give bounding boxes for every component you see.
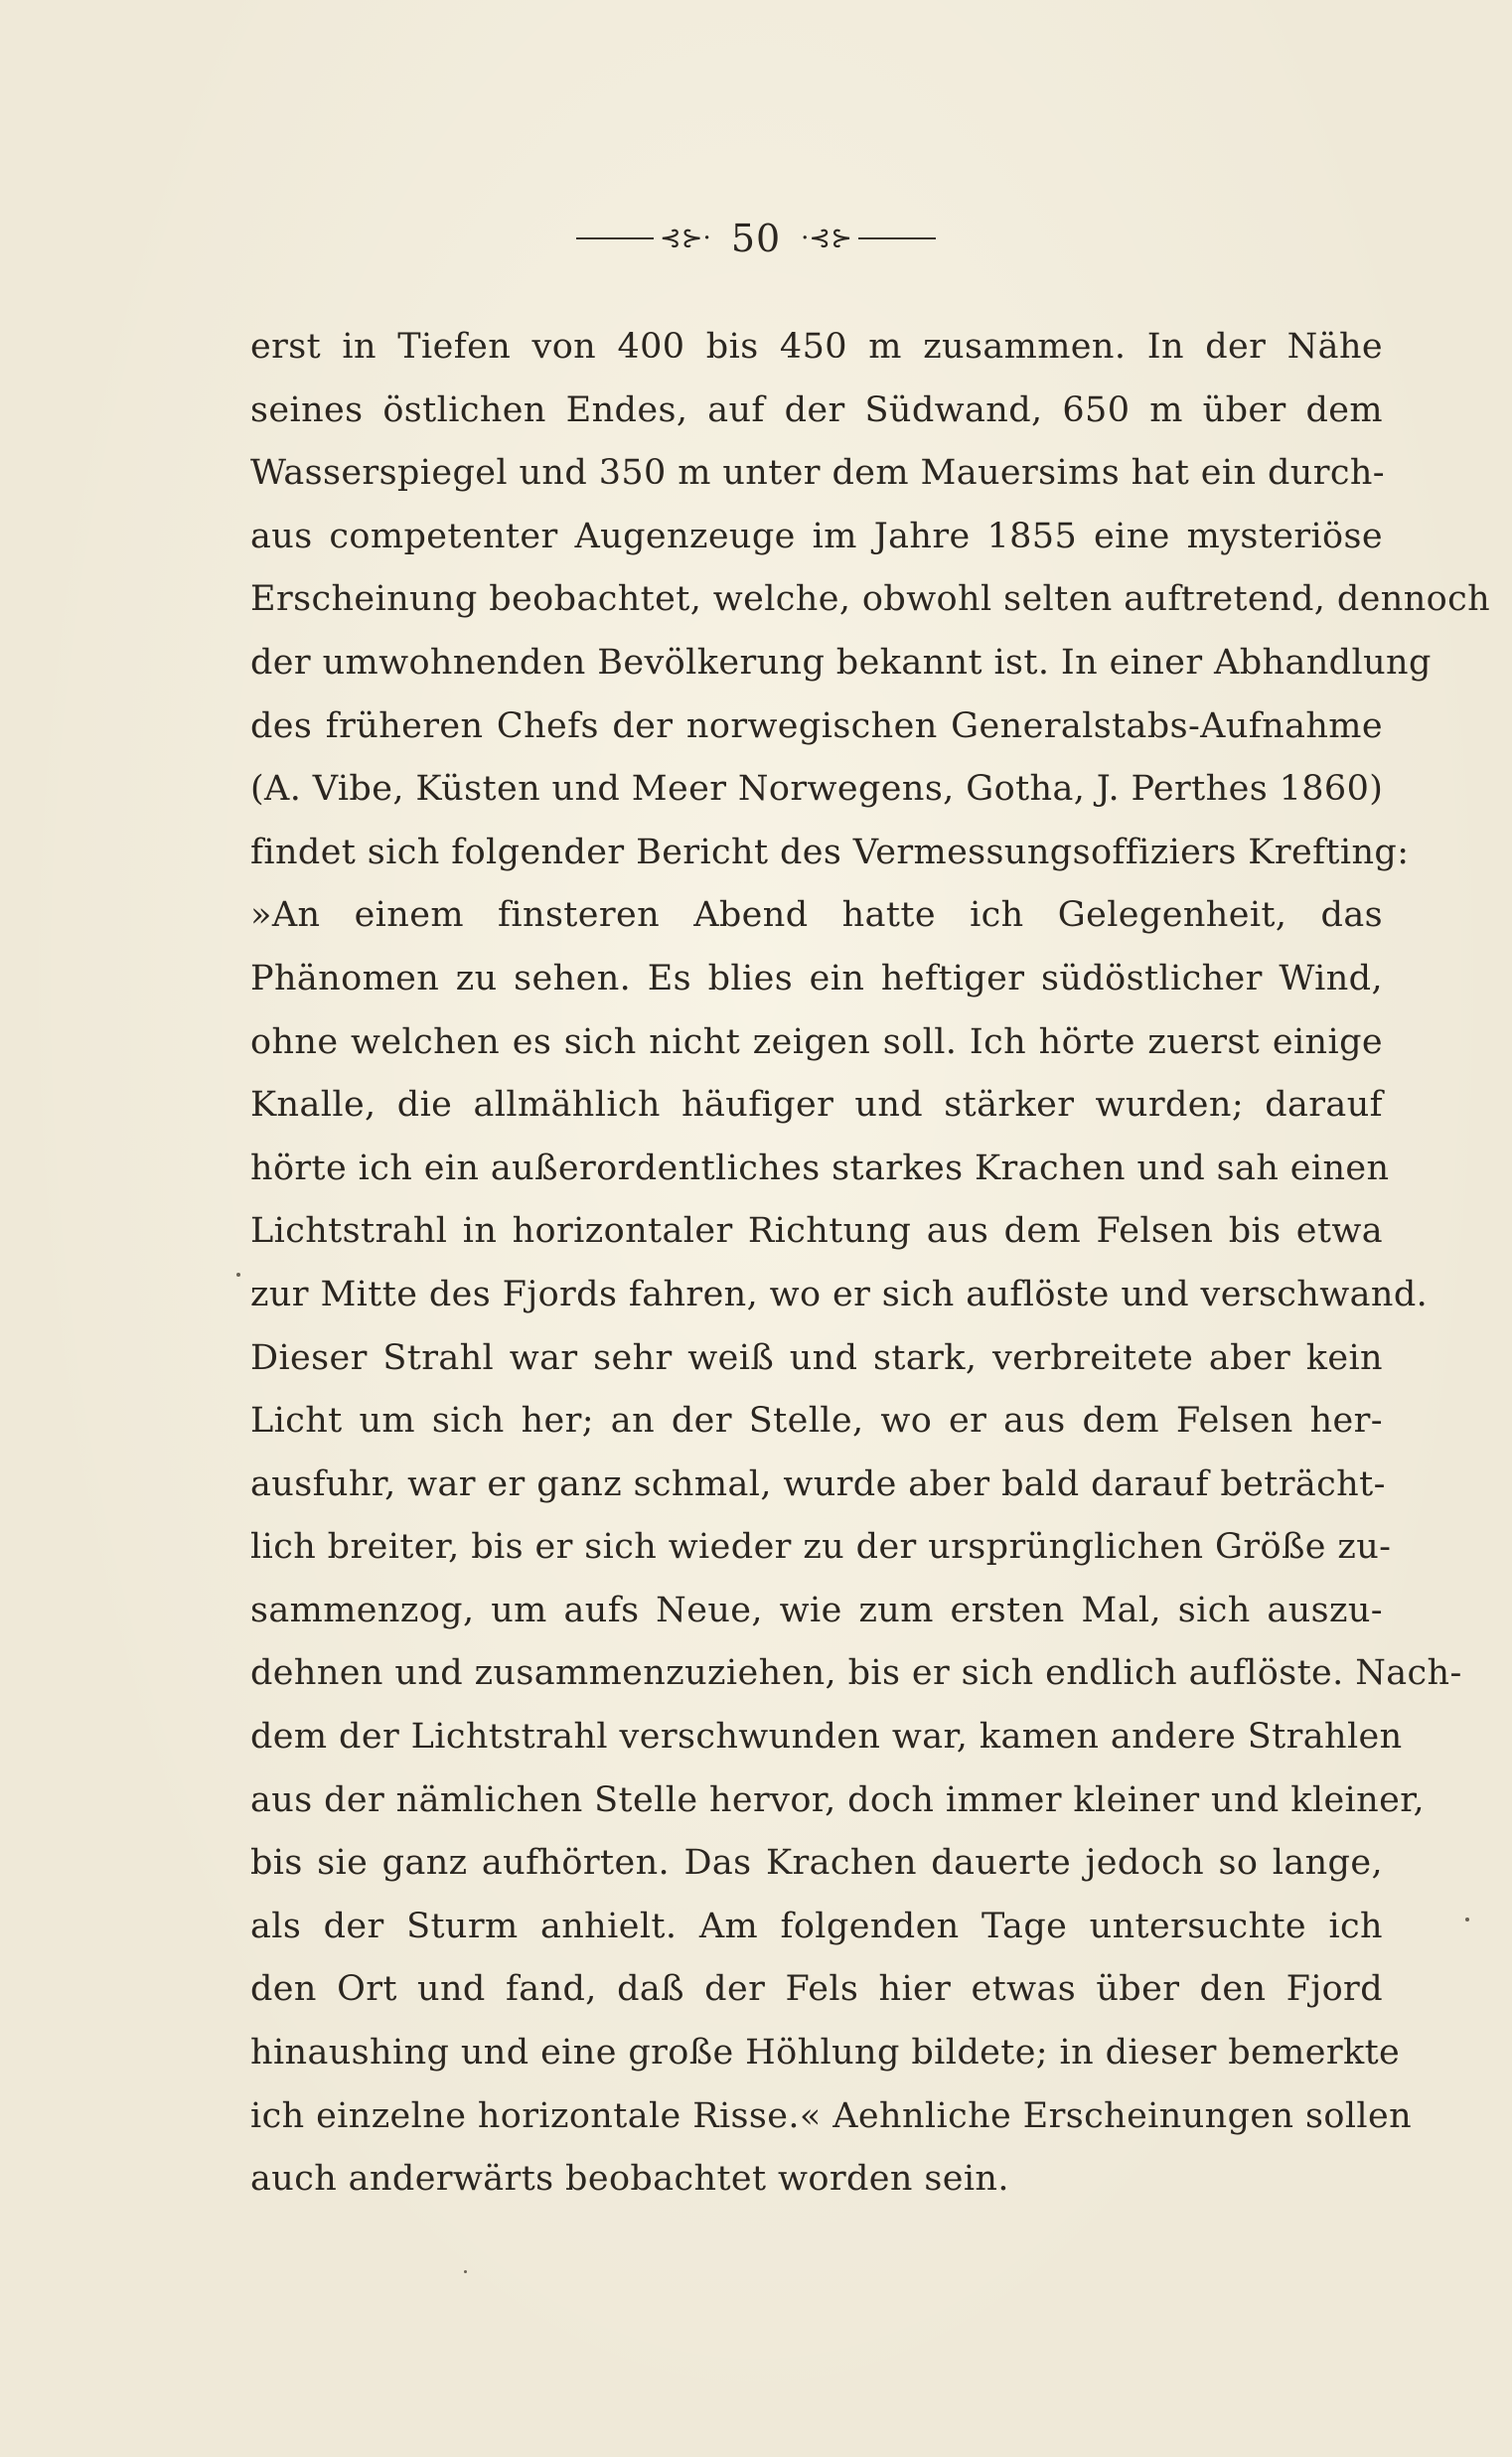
text-line: sammenzog, um aufs Neue, wie zum ersten Mal, sich auszu- xyxy=(250,1590,1383,1630)
text-line: ohne welchen es sich nicht zeigen soll. Ich hörte zuerst einige xyxy=(250,1021,1383,1062)
text-line: den Ort und fand, daß der Fels hier etwas über den Fjord xyxy=(250,1969,1383,2010)
text-line: (A. Vibe, Küsten und Meer Norwegens, Gotha, J. Perthes 1860) xyxy=(250,769,1384,810)
text-line: Licht um sich her; an der Stelle, wo er aus dem Felsen her- xyxy=(250,1401,1383,1442)
header-rule-left xyxy=(576,237,654,239)
text-line: seines östlichen Endes, auf der Südwand, 650 m über dem xyxy=(250,389,1383,430)
text-line: ich einzelne horizontale Risse.« Aehnliche Erscheinungen sollen xyxy=(250,2095,1413,2136)
text-line: als der Sturm anhielt. Am folgenden Tage untersuchte ich xyxy=(250,1906,1383,1946)
text-line: Dieser Strahl war sehr weiß und stark, verbreitete aber kein xyxy=(250,1337,1383,1378)
paper-speck xyxy=(464,2270,467,2273)
text-line: Lichtstrahl in horizontaler Richtung aus dem Felsen bis etwa xyxy=(250,1211,1383,1252)
text-line: Knalle, die allmählich häufiger und stärker wurden; darauf xyxy=(250,1085,1383,1126)
page-number: 50 xyxy=(730,216,782,260)
ornament-left-icon: ⊰⊱· xyxy=(659,223,711,253)
text-line: Phänomen zu sehen. Es blies ein heftiger südöstlicher Wind, xyxy=(250,958,1383,998)
text-line: des früheren Chefs der norwegischen Generalstabs-Aufnahme xyxy=(250,705,1383,746)
text-line: Erscheinung beobachtet, welche, obwohl selten auftretend, dennoch xyxy=(250,579,1491,620)
text-line: aus competenter Augenzeuge im Jahre 1855 eine mysteriöse xyxy=(250,516,1383,556)
body-text xyxy=(250,316,1491,2212)
header-rule-right xyxy=(858,237,936,239)
text-line: zur Mitte des Fjords fahren, wo er sich auflöste und verschwand. xyxy=(250,1274,1429,1314)
text-line: Wasserspiegel und 350 m unter dem Mauersims hat ein durch- xyxy=(250,453,1386,494)
paper-speck xyxy=(236,1273,240,1277)
text-line: ausfuhr, war er ganz schmal, wurde aber bald darauf beträcht- xyxy=(250,1463,1386,1504)
text-line-last: auch anderwärts beobachtet worden sein. xyxy=(250,2159,1009,2200)
text-line: »An einem finsteren Abend hatte ich Gelegenheit, das xyxy=(250,895,1383,936)
text-line: dem der Lichtstrahl verschwunden war, kamen andere Strahlen xyxy=(250,1717,1403,1758)
text-line: erst in Tiefen von 400 bis 450 m zusammen. In der Nähe xyxy=(250,327,1383,367)
text-line: hinaushing und eine große Höhlung bildete; in dieser bemerkte xyxy=(250,2033,1401,2073)
text-line: lich breiter, bis er sich wieder zu der ursprünglichen Größe zu- xyxy=(250,1527,1392,1568)
ornament-right-icon: ·⊰⊱ xyxy=(801,223,853,253)
text-line: bis sie ganz aufhörten. Das Krachen dauerte jedoch so lange, xyxy=(250,1843,1383,1884)
page-header xyxy=(0,211,1512,262)
text-line: dehnen und zusammenzuziehen, bis er sich endlich auflöste. Nach- xyxy=(250,1653,1462,1694)
text-line: aus der nämlichen Stelle hervor, doch immer kleiner und kleiner, xyxy=(250,1779,1426,1820)
text-line: hörte ich ein außerordentliches starkes Krachen und sah einen xyxy=(250,1148,1390,1188)
text-line: findet sich folgender Bericht des Vermessungsoffiziers Krefting: xyxy=(250,832,1410,872)
paper-speck xyxy=(1465,1918,1469,1921)
text-line: der umwohnenden Bevölkerung bekannt ist. In einer Abhandlung xyxy=(250,642,1432,683)
